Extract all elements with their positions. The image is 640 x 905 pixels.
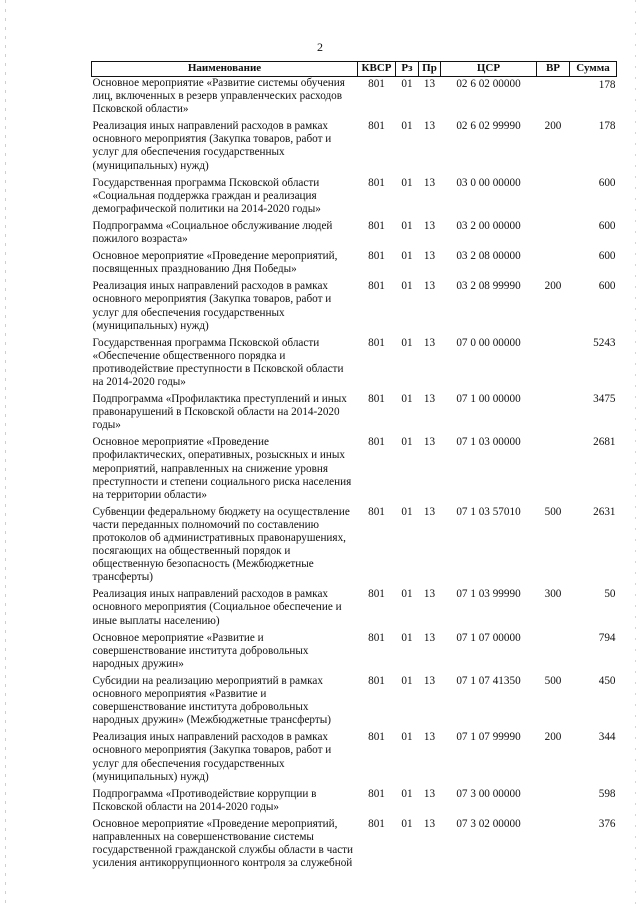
cell-vr: [537, 393, 570, 436]
header-csr: ЦСР: [441, 62, 537, 77]
cell-kvsr: 801: [368, 336, 385, 349]
cell-rz: 01: [401, 336, 413, 349]
cell-sum: 50: [604, 588, 616, 601]
cell-kvsr: 801: [368, 219, 385, 232]
cell-kvsr: 801: [368, 176, 385, 189]
cell-kvsr: 801: [368, 280, 385, 293]
table-row: [92, 250, 617, 280]
cell-sum: 2631: [593, 505, 616, 518]
cell-csr: 07 1 07 41350: [456, 674, 521, 687]
cell-pr: 13: [423, 280, 436, 293]
cell-sum: 598: [598, 787, 616, 800]
cell-sum: 178: [598, 79, 616, 91]
cell-csr: 07 3 00 00000: [456, 787, 521, 800]
cell-csr: 02 6 02 99990: [456, 120, 521, 133]
table-row: [92, 632, 617, 675]
cell-csr: 03 0 00 00000: [456, 176, 521, 189]
cell-name: Подпрограмма «Противодействие коррупции в Псковской области на 2014-2020 годы»: [92, 787, 317, 813]
table-row: [92, 393, 617, 436]
cell-csr: 07 3 02 00000: [456, 817, 521, 830]
cell-vr: [537, 436, 570, 505]
cell-kvsr: 801: [368, 674, 385, 687]
cell-sum: 600: [598, 250, 616, 263]
cell-pr: 13: [423, 393, 436, 406]
cell-sum: 450: [598, 674, 616, 687]
cell-pr: 13: [423, 219, 436, 232]
cell-vr: 200: [544, 731, 562, 744]
cell-vr: [537, 177, 570, 220]
cell-sum: 376: [598, 817, 616, 830]
cell-kvsr: 801: [368, 250, 385, 263]
cell-name: Основное мероприятие «Проведение мероприятий, направленных на совершенствование системы государственной гражданской службы области в части усиления антикоррупционного контроля за служебной: [92, 817, 354, 870]
cell-rz: 01: [401, 78, 413, 90]
header-name: Наименование: [92, 62, 358, 77]
header-rz: Рз: [396, 62, 419, 77]
cell-kvsr: 801: [368, 588, 385, 601]
header-sum: Сумма: [570, 62, 617, 77]
cell-csr: 07 1 00 00000: [456, 393, 521, 406]
cell-pr: 13: [423, 505, 436, 518]
cell-name: Основное мероприятие «Проведение мероприятий, посвященных празднованию Дня Победы»: [92, 250, 338, 276]
cell-csr: 07 1 03 00000: [456, 436, 521, 449]
cell-name: Реализация иных направлений расходов в рамках основного мероприятия (Закупка товаров, работ и услуг для обеспечения государственных (муниципальных) нужд): [92, 280, 332, 332]
cell-pr: 13: [423, 787, 436, 800]
table-row: [92, 675, 617, 731]
cell-vr: 300: [544, 588, 562, 601]
table-row: [92, 588, 617, 631]
table-body: [92, 77, 617, 875]
cell-kvsr: 801: [368, 505, 385, 518]
scan-right-edge: [635, 0, 636, 905]
cell-vr: 500: [544, 505, 562, 518]
cell-csr: 03 2 00 00000: [456, 219, 521, 232]
cell-csr: 03 2 08 99990: [456, 280, 521, 293]
cell-rz: 01: [401, 731, 413, 744]
cell-name: Подпрограмма «Профилактика преступлений и иных правонарушений в Псковской области на 2014-2020 годы»: [92, 393, 347, 432]
cell-csr: 07 1 03 57010: [456, 505, 521, 518]
page-number: 2: [317, 40, 323, 54]
cell-kvsr: 801: [368, 731, 385, 744]
cell-pr: 13: [423, 78, 436, 90]
header-pr: Пр: [419, 62, 441, 77]
table-row: [92, 818, 617, 874]
cell-pr: 13: [423, 588, 436, 601]
cell-pr: 13: [423, 436, 436, 449]
cell-rz: 01: [401, 505, 413, 518]
cell-name: Реализация иных направлений расходов в рамках основного мероприятия (Закупка товаров, работ и услуг для обеспечения государственных (муниципальных) нужд): [92, 731, 332, 783]
cell-kvsr: 801: [368, 78, 385, 90]
cell-rz: 01: [401, 280, 413, 293]
cell-csr: 03 2 08 00000: [456, 250, 521, 263]
cell-csr: 07 1 03 99990: [456, 588, 521, 601]
cell-vr: 500: [544, 674, 562, 687]
cell-pr: 13: [423, 674, 436, 687]
table-row: [92, 337, 617, 393]
cell-vr: [537, 788, 570, 818]
cell-csr: 07 0 00 00000: [456, 336, 521, 349]
cell-vr: [537, 220, 570, 250]
cell-rz: 01: [401, 250, 413, 263]
table-header-row: [92, 62, 617, 77]
cell-vr: 200: [544, 280, 562, 293]
cell-pr: 13: [423, 176, 436, 189]
cell-rz: 01: [401, 120, 413, 133]
cell-name: Субвенции федеральному бюджету на осуществление части переданных полномочий по составлению протоколов об административных правонарушениях, посягающих на общественный порядок и общественную безопасность (Межбюджетные трансферты): [92, 505, 350, 584]
header-kvsr: КВСР: [358, 62, 396, 77]
cell-kvsr: 801: [368, 817, 385, 830]
cell-sum: 794: [598, 631, 616, 644]
cell-rz: 01: [401, 817, 413, 830]
cell-name: Основное мероприятие «Развитие системы обучения лиц, включенных в резерв управленческих расходов Псковской области»: [92, 77, 345, 116]
table-row: [92, 177, 617, 220]
cell-sum: 5243: [593, 336, 616, 349]
cell-rz: 01: [401, 219, 413, 232]
cell-vr: [537, 250, 570, 280]
cell-vr: [537, 632, 570, 675]
cell-name: Основное мероприятие «Проведение профилактических, оперативных, розыскных и иных мероприятий, направленных на снижение уровня преступности и степени социального риска населения на территории области»: [92, 436, 352, 501]
cell-kvsr: 801: [368, 631, 385, 644]
table-row: [92, 731, 617, 787]
cell-kvsr: 801: [368, 120, 385, 133]
cell-name: Реализация иных направлений расходов в рамках основного мероприятия (Социальное обеспечение и иные выплаты населению): [92, 588, 342, 627]
cell-pr: 13: [423, 250, 436, 263]
cell-name: Государственная программа Псковской области «Обеспечение общественного порядка и противодействие преступности в Псковской области на 2014-2020 годы»: [92, 336, 344, 388]
cell-rz: 01: [401, 393, 413, 406]
cell-kvsr: 801: [368, 787, 385, 800]
cell-csr: 07 1 07 99990: [456, 731, 521, 744]
cell-pr: 13: [423, 631, 436, 644]
cell-vr: 200: [544, 120, 562, 133]
cell-vr: [537, 77, 570, 121]
cell-name: Подпрограмма «Социальное обслуживание людей пожилого возраста»: [92, 219, 333, 246]
cell-kvsr: 801: [368, 393, 385, 406]
cell-rz: 01: [401, 588, 413, 601]
cell-kvsr: 801: [368, 436, 385, 449]
cell-sum: 600: [598, 176, 616, 189]
cell-sum: 600: [598, 219, 616, 232]
header-vr: ВР: [537, 62, 570, 77]
cell-rz: 01: [401, 787, 413, 800]
cell-rz: 01: [401, 674, 413, 687]
table-row: [92, 280, 617, 336]
cell-sum: 2681: [593, 436, 616, 449]
table-row: [92, 220, 617, 250]
cell-vr: [537, 337, 570, 393]
cell-csr: 02 6 02 00000: [456, 78, 521, 90]
table-row: [92, 788, 617, 818]
cell-pr: 13: [423, 120, 436, 133]
cell-name: Основное мероприятие «Развитие и совершенствование института добровольных народных дружин»: [92, 631, 309, 670]
cell-pr: 13: [423, 336, 436, 349]
cell-pr: 13: [423, 731, 436, 744]
table-row: [92, 436, 617, 505]
cell-vr: [537, 818, 570, 874]
table-row: [92, 77, 617, 121]
cell-name: Субсидии на реализацию мероприятий в рамках основного мероприятия «Развитие и совершенствование института добровольных народных дружин» (Межбюджетные трансферты): [92, 674, 331, 727]
cell-rz: 01: [401, 436, 413, 449]
table-row: [92, 506, 617, 589]
cell-pr: 13: [423, 817, 436, 830]
table-row: [92, 120, 617, 176]
cell-sum: 344: [598, 731, 616, 744]
cell-sum: 600: [598, 280, 616, 293]
cell-rz: 01: [401, 176, 413, 189]
cell-rz: 01: [401, 631, 413, 644]
cell-sum: 178: [598, 120, 616, 133]
cell-name: Реализация иных направлений расходов в рамках основного мероприятия (Закупка товаров, работ и услуг для обеспечения государственных (муниципальных) нужд): [92, 120, 332, 172]
cell-csr: 07 1 07 00000: [456, 631, 521, 644]
budget-table: [91, 61, 617, 874]
cell-sum: 3475: [593, 393, 616, 406]
scan-left-edge: [5, 0, 6, 905]
cell-name: Государственная программа Псковской области «Социальная поддержка граждан и реализация демографической политики на 2014-2020 годы»: [92, 176, 321, 215]
